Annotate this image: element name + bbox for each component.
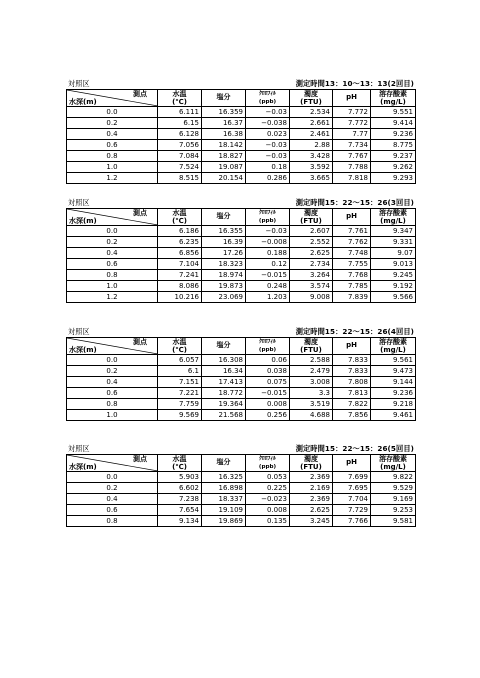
- turbidity-cell: 2.625: [290, 248, 333, 259]
- chlorophyll-header: ｸﾛﾛﾌｨﾙ (ppb): [246, 455, 290, 472]
- temp-cell: 6.057: [158, 355, 202, 366]
- ph-cell: 7.808: [333, 377, 371, 388]
- depth-cell: 0.0: [67, 472, 158, 483]
- temp-cell: 6.15: [158, 118, 202, 129]
- temp-cell: 7.238: [158, 494, 202, 505]
- depth-cell: 0.6: [67, 140, 158, 151]
- do-cell: 9.013: [371, 259, 416, 270]
- ph-cell: 7.839: [333, 292, 371, 303]
- table-row: [67, 118, 416, 129]
- do-cell: 9.529: [371, 483, 416, 494]
- temp-header: 水温 (℃): [158, 338, 202, 355]
- ph-cell: 7.695: [333, 483, 371, 494]
- area-label: 対照区: [68, 79, 90, 88]
- turbidity-cell: 3.428: [290, 151, 333, 162]
- temp-cell: 9.134: [158, 516, 202, 527]
- salinity-cell: 16.325: [202, 472, 246, 483]
- chlorophyll-cell: −0.03: [246, 140, 290, 151]
- depth-cell: 1.0: [67, 410, 158, 421]
- block-title-row: [66, 78, 415, 89]
- ph-cell: 7.833: [333, 366, 371, 377]
- temp-header: 水温 (℃): [158, 209, 202, 226]
- point-label: 測点: [133, 90, 147, 98]
- salinity-cell: 16.37: [202, 118, 246, 129]
- salinity-cell: 16.38: [202, 129, 246, 140]
- table-row: [67, 129, 416, 140]
- water-quality-table: [66, 89, 416, 184]
- chlorophyll-cell: 0.225: [246, 483, 290, 494]
- depth-corner-header: [67, 455, 158, 472]
- depth-cell: 0.2: [67, 366, 158, 377]
- turbidity-cell: 4.688: [290, 410, 333, 421]
- depth-cell: 0.4: [67, 248, 158, 259]
- chlorophyll-cell: −0.015: [246, 270, 290, 281]
- point-label: 測点: [133, 455, 147, 463]
- ph-cell: 7.772: [333, 118, 371, 129]
- ph-cell: 7.704: [333, 494, 371, 505]
- temp-cell: 7.221: [158, 388, 202, 399]
- depth-cell: 1.2: [67, 292, 158, 303]
- chlorophyll-header: ｸﾛﾛﾌｨﾙ (ppb): [246, 209, 290, 226]
- temp-cell: 6.602: [158, 483, 202, 494]
- measurement-block-4: [66, 443, 415, 527]
- measurement-time: 測定時間15：22～15：26(3回目): [295, 198, 414, 207]
- chlorophyll-cell: 0.06: [246, 355, 290, 366]
- ph-cell: 7.822: [333, 399, 371, 410]
- do-cell: 9.414: [371, 118, 416, 129]
- do-cell: 9.237: [371, 151, 416, 162]
- do-cell: 9.262: [371, 162, 416, 173]
- chlorophyll-cell: 0.053: [246, 472, 290, 483]
- salinity-cell: 21.568: [202, 410, 246, 421]
- ph-header: pH: [333, 338, 371, 355]
- ph-cell: 7.772: [333, 107, 371, 118]
- temp-cell: 6.128: [158, 129, 202, 140]
- temp-cell: 6.1: [158, 366, 202, 377]
- depth-cell: 0.2: [67, 483, 158, 494]
- depth-cell: 0.4: [67, 494, 158, 505]
- turbidity-cell: 2.607: [290, 226, 333, 237]
- table-row: [67, 355, 416, 366]
- table-row: [67, 516, 416, 527]
- salinity-cell: 16.898: [202, 483, 246, 494]
- salinity-cell: 19.087: [202, 162, 246, 173]
- depth-cell: 1.2: [67, 173, 158, 184]
- salinity-header: 塩分: [202, 209, 246, 226]
- ph-cell: 7.748: [333, 248, 371, 259]
- temp-cell: 7.241: [158, 270, 202, 281]
- salinity-cell: 16.359: [202, 107, 246, 118]
- depth-cell: 0.8: [67, 516, 158, 527]
- turbidity-header: 濁度 (FTU): [290, 90, 333, 107]
- table-row: [67, 151, 416, 162]
- temp-cell: 9.569: [158, 410, 202, 421]
- do-cell: 9.561: [371, 355, 416, 366]
- do-cell: 8.775: [371, 140, 416, 151]
- chlorophyll-cell: −0.008: [246, 237, 290, 248]
- table-row: [67, 472, 416, 483]
- turbidity-cell: 3.665: [290, 173, 333, 184]
- salinity-cell: 17.26: [202, 248, 246, 259]
- salinity-header: 塩分: [202, 90, 246, 107]
- do-cell: 9.461: [371, 410, 416, 421]
- table-row: [67, 483, 416, 494]
- chlorophyll-header: ｸﾛﾛﾌｨﾙ (ppb): [246, 90, 290, 107]
- turbidity-cell: 3.519: [290, 399, 333, 410]
- do-cell: 9.347: [371, 226, 416, 237]
- salinity-cell: 18.323: [202, 259, 246, 270]
- temp-cell: 6.186: [158, 226, 202, 237]
- do-cell: 9.293: [371, 173, 416, 184]
- do-cell: 9.236: [371, 388, 416, 399]
- ph-cell: 7.818: [333, 173, 371, 184]
- chlorophyll-cell: 0.023: [246, 129, 290, 140]
- table-row: [67, 237, 416, 248]
- do-cell: 9.169: [371, 494, 416, 505]
- depth-cell: 0.8: [67, 270, 158, 281]
- chlorophyll-cell: 0.188: [246, 248, 290, 259]
- ph-cell: 7.699: [333, 472, 371, 483]
- ph-cell: 7.768: [333, 270, 371, 281]
- depth-cell: 1.0: [67, 281, 158, 292]
- chlorophyll-cell: 1.203: [246, 292, 290, 303]
- salinity-cell: 20.154: [202, 173, 246, 184]
- do-cell: 9.473: [371, 366, 416, 377]
- temp-header: 水温 (℃): [158, 90, 202, 107]
- chlorophyll-cell: 0.008: [246, 505, 290, 516]
- table-row: [67, 410, 416, 421]
- depth-label: 水深(m): [69, 98, 97, 106]
- depth-corner-header: [67, 338, 158, 355]
- turbidity-cell: 3.3: [290, 388, 333, 399]
- chlorophyll-cell: 0.248: [246, 281, 290, 292]
- do-cell: 9.551: [371, 107, 416, 118]
- depth-cell: 0.6: [67, 505, 158, 516]
- area-label: 対照区: [68, 444, 90, 453]
- chlorophyll-cell: 0.256: [246, 410, 290, 421]
- turbidity-cell: 2.169: [290, 483, 333, 494]
- ph-cell: 7.77: [333, 129, 371, 140]
- depth-cell: 0.0: [67, 226, 158, 237]
- header-row: [67, 455, 416, 472]
- do-cell: 9.331: [371, 237, 416, 248]
- temp-header: 水温 (℃): [158, 455, 202, 472]
- temp-cell: 7.084: [158, 151, 202, 162]
- turbidity-cell: 2.625: [290, 505, 333, 516]
- depth-label: 水深(m): [69, 217, 97, 225]
- chlorophyll-cell: −0.03: [246, 151, 290, 162]
- temp-cell: 7.104: [158, 259, 202, 270]
- point-label: 測点: [133, 338, 147, 346]
- temp-cell: 7.056: [158, 140, 202, 151]
- salinity-header: 塩分: [202, 338, 246, 355]
- turbidity-cell: 3.264: [290, 270, 333, 281]
- header-row: [67, 209, 416, 226]
- turbidity-cell: 3.008: [290, 377, 333, 388]
- temp-cell: 7.151: [158, 377, 202, 388]
- table-row: [67, 366, 416, 377]
- temp-cell: 8.086: [158, 281, 202, 292]
- depth-cell: 0.6: [67, 259, 158, 270]
- chlorophyll-cell: 0.008: [246, 399, 290, 410]
- depth-cell: 1.0: [67, 162, 158, 173]
- table-row: [67, 259, 416, 270]
- salinity-cell: 19.109: [202, 505, 246, 516]
- do-cell: 9.192: [371, 281, 416, 292]
- salinity-cell: 16.34: [202, 366, 246, 377]
- do-header: 溶存酸素 (mg/L): [371, 455, 416, 472]
- salinity-cell: 19.364: [202, 399, 246, 410]
- temp-cell: 6.856: [158, 248, 202, 259]
- chlorophyll-header: ｸﾛﾛﾌｨﾙ (ppb): [246, 338, 290, 355]
- turbidity-cell: 2.588: [290, 355, 333, 366]
- salinity-cell: 16.355: [202, 226, 246, 237]
- turbidity-cell: 2.369: [290, 472, 333, 483]
- area-label: 対照区: [68, 198, 90, 207]
- turbidity-cell: 2.88: [290, 140, 333, 151]
- table-row: [67, 248, 416, 259]
- ph-cell: 7.762: [333, 237, 371, 248]
- table-row: [67, 270, 416, 281]
- measurement-time: 測定時間15：22～15：26(5回目): [295, 444, 414, 453]
- turbidity-header: 濁度 (FTU): [290, 209, 333, 226]
- temp-cell: 7.654: [158, 505, 202, 516]
- water-quality-table: [66, 337, 416, 421]
- header-row: [67, 338, 416, 355]
- depth-label: 水深(m): [69, 463, 97, 471]
- temp-cell: 6.111: [158, 107, 202, 118]
- salinity-cell: 17.413: [202, 377, 246, 388]
- table-row: [67, 281, 416, 292]
- temp-cell: 5.903: [158, 472, 202, 483]
- measurement-time: 測定時間13：10～13：13(2回目): [295, 79, 414, 88]
- ph-cell: 7.833: [333, 355, 371, 366]
- turbidity-cell: 2.461: [290, 129, 333, 140]
- block-title-row: [66, 326, 415, 337]
- depth-cell: 0.4: [67, 377, 158, 388]
- table-row: [67, 494, 416, 505]
- do-cell: 9.144: [371, 377, 416, 388]
- do-cell: 9.581: [371, 516, 416, 527]
- block-title-row: [66, 197, 415, 208]
- salinity-cell: 18.974: [202, 270, 246, 281]
- do-cell: 9.253: [371, 505, 416, 516]
- depth-label: 水深(m): [69, 346, 97, 354]
- turbidity-cell: 2.534: [290, 107, 333, 118]
- ph-cell: 7.788: [333, 162, 371, 173]
- depth-cell: 0.4: [67, 129, 158, 140]
- table-row: [67, 505, 416, 516]
- measurement-block-1: [66, 78, 415, 184]
- turbidity-cell: 3.592: [290, 162, 333, 173]
- depth-cell: 0.0: [67, 107, 158, 118]
- chlorophyll-cell: 0.075: [246, 377, 290, 388]
- do-header: 溶存酸素 (mg/L): [371, 209, 416, 226]
- salinity-cell: 19.873: [202, 281, 246, 292]
- ph-cell: 7.761: [333, 226, 371, 237]
- depth-cell: 0.8: [67, 399, 158, 410]
- water-quality-table: [66, 208, 416, 303]
- table-row: [67, 162, 416, 173]
- do-cell: 9.245: [371, 270, 416, 281]
- do-cell: 9.236: [371, 129, 416, 140]
- ph-header: pH: [333, 90, 371, 107]
- salinity-cell: 19.869: [202, 516, 246, 527]
- measurement-time: 測定時間15：22～15：26(4回目): [295, 327, 414, 336]
- chlorophyll-cell: 0.286: [246, 173, 290, 184]
- table-row: [67, 388, 416, 399]
- chlorophyll-cell: −0.015: [246, 388, 290, 399]
- depth-cell: 0.0: [67, 355, 158, 366]
- ph-cell: 7.813: [333, 388, 371, 399]
- salinity-cell: 23.069: [202, 292, 246, 303]
- salinity-cell: 18.827: [202, 151, 246, 162]
- turbidity-cell: 3.245: [290, 516, 333, 527]
- chlorophyll-cell: 0.18: [246, 162, 290, 173]
- salinity-cell: 18.337: [202, 494, 246, 505]
- table-row: [67, 399, 416, 410]
- do-cell: 9.218: [371, 399, 416, 410]
- turbidity-header: 濁度 (FTU): [290, 338, 333, 355]
- turbidity-cell: 2.369: [290, 494, 333, 505]
- measurement-block-3: [66, 326, 415, 421]
- temp-cell: 6.235: [158, 237, 202, 248]
- ph-cell: 7.766: [333, 516, 371, 527]
- chlorophyll-cell: 0.135: [246, 516, 290, 527]
- ph-cell: 7.785: [333, 281, 371, 292]
- depth-cell: 0.2: [67, 118, 158, 129]
- chlorophyll-cell: −0.03: [246, 107, 290, 118]
- ph-header: pH: [333, 455, 371, 472]
- depth-cell: 0.2: [67, 237, 158, 248]
- ph-cell: 7.734: [333, 140, 371, 151]
- chlorophyll-cell: 0.038: [246, 366, 290, 377]
- measurement-block-2: [66, 197, 415, 303]
- turbidity-cell: 3.574: [290, 281, 333, 292]
- do-header: 溶存酸素 (mg/L): [371, 338, 416, 355]
- turbidity-cell: 2.479: [290, 366, 333, 377]
- do-header: 溶存酸素 (mg/L): [371, 90, 416, 107]
- temp-cell: 8.515: [158, 173, 202, 184]
- do-cell: 9.566: [371, 292, 416, 303]
- table-row: [67, 107, 416, 118]
- depth-cell: 0.8: [67, 151, 158, 162]
- turbidity-cell: 2.552: [290, 237, 333, 248]
- point-label: 測点: [133, 209, 147, 217]
- turbidity-cell: 2.661: [290, 118, 333, 129]
- ph-cell: 7.856: [333, 410, 371, 421]
- temp-cell: 7.759: [158, 399, 202, 410]
- do-cell: 9.822: [371, 472, 416, 483]
- block-title-row: [66, 443, 415, 454]
- salinity-header: 塩分: [202, 455, 246, 472]
- ph-cell: 7.767: [333, 151, 371, 162]
- salinity-cell: 16.39: [202, 237, 246, 248]
- turbidity-cell: 2.734: [290, 259, 333, 270]
- chlorophyll-cell: −0.03: [246, 226, 290, 237]
- do-cell: 9.07: [371, 248, 416, 259]
- salinity-cell: 18.142: [202, 140, 246, 151]
- salinity-cell: 18.772: [202, 388, 246, 399]
- table-row: [67, 377, 416, 388]
- turbidity-cell: 9.008: [290, 292, 333, 303]
- temp-cell: 10.216: [158, 292, 202, 303]
- depth-cell: 0.6: [67, 388, 158, 399]
- depth-corner-header: [67, 209, 158, 226]
- table-row: [67, 140, 416, 151]
- ph-header: pH: [333, 209, 371, 226]
- table-row: [67, 292, 416, 303]
- temp-cell: 7.524: [158, 162, 202, 173]
- chlorophyll-cell: −0.038: [246, 118, 290, 129]
- ph-cell: 7.729: [333, 505, 371, 516]
- table-row: [67, 173, 416, 184]
- chlorophyll-cell: −0.023: [246, 494, 290, 505]
- salinity-cell: 16.308: [202, 355, 246, 366]
- header-row: [67, 90, 416, 107]
- ph-cell: 7.755: [333, 259, 371, 270]
- area-label: 対照区: [68, 327, 90, 336]
- chlorophyll-cell: 0.12: [246, 259, 290, 270]
- table-row: [67, 226, 416, 237]
- water-quality-table: [66, 454, 416, 527]
- turbidity-header: 濁度 (FTU): [290, 455, 333, 472]
- depth-corner-header: [67, 90, 158, 107]
